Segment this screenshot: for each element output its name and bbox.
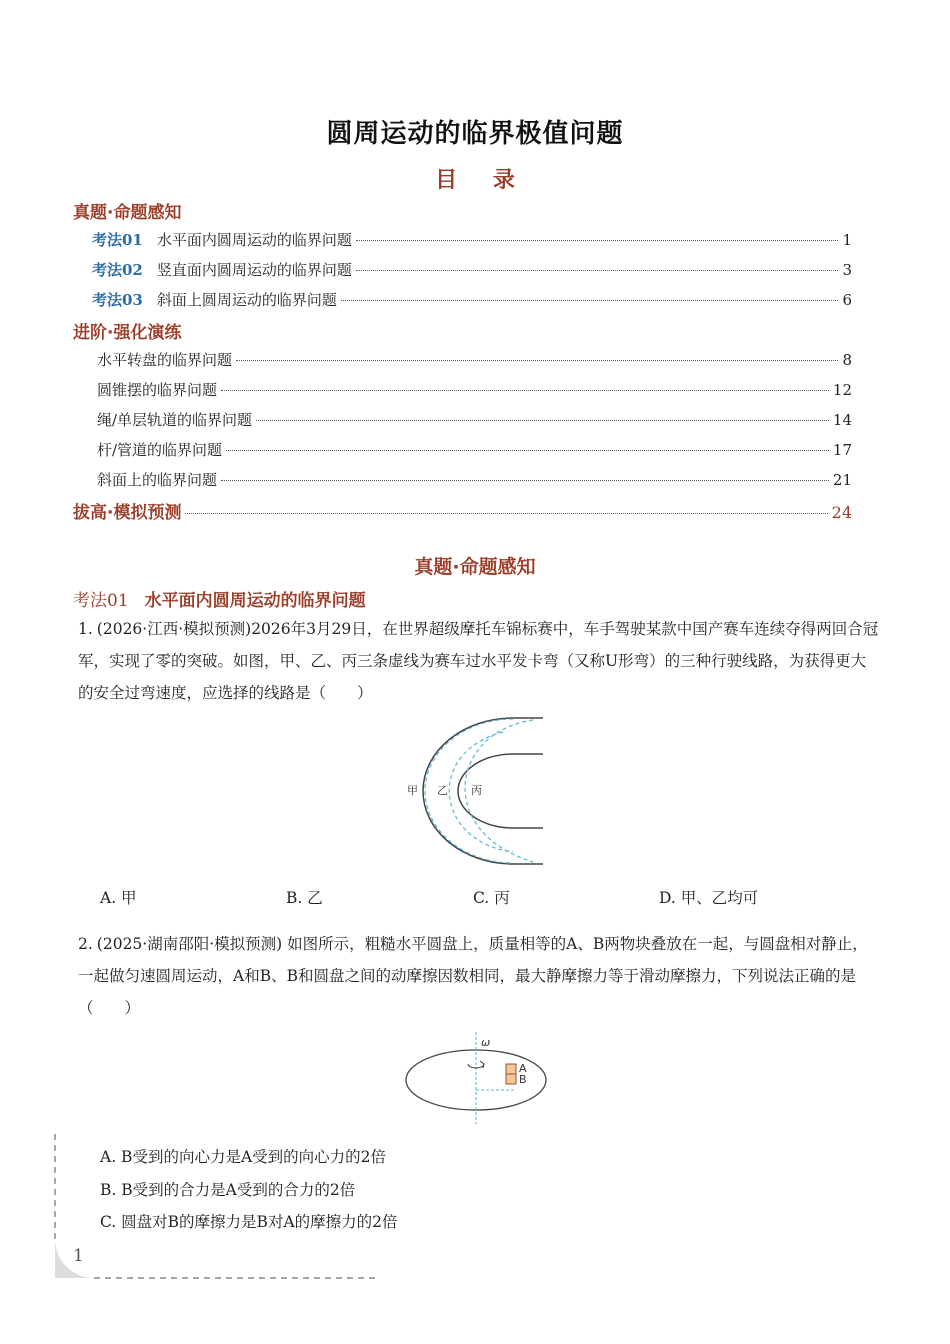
- toc-leader: [356, 270, 839, 271]
- method-label: 水平面内圆周运动的临界问题: [144, 591, 366, 611]
- toc-item-label: 水平转盘的临界问题: [97, 351, 233, 369]
- toc-item-page: 6: [842, 291, 852, 309]
- option-b[interactable]: B. 乙: [286, 889, 323, 907]
- toc-item-page: 24: [831, 503, 852, 522]
- question-text: (2026·江西·模拟预测)2026年3月29日，在世界超级摩托车锦标赛中，车手驾驶某款中国产赛车连续夺得两回合冠军，实现了零的突破。如图，甲、乙、丙三条虚线为赛车过水平发卡弯（又称U形弯）的三种行驶线路，为获得更大的安全过弯速度，应选择的线路是（ ）: [78, 620, 879, 702]
- toc-item-label: 绳/单层轨道的临界问题: [97, 411, 253, 429]
- toc-item[interactable]: [97, 409, 852, 430]
- method-heading: [73, 586, 366, 611]
- toc-item-key: 考法02: [92, 261, 143, 279]
- option-a[interactable]: A. 甲: [100, 889, 137, 907]
- toc-leader: [236, 360, 838, 361]
- toc-item[interactable]: [97, 379, 852, 400]
- label-yi: 乙: [437, 784, 448, 797]
- toc-item-page: 12: [832, 381, 852, 399]
- toc-leader: [221, 390, 829, 391]
- toc-section-head: 进阶·强化演练: [73, 323, 182, 343]
- toc-item-label: 拔高·模拟预测: [73, 503, 182, 523]
- toc-leader: [341, 300, 839, 301]
- toc-item[interactable]: [92, 229, 852, 250]
- toc-item-key: 考法01: [92, 231, 143, 249]
- toc-leader: [226, 450, 829, 451]
- toc-item[interactable]: [73, 498, 852, 523]
- toc-item-label: 竖直面内圆周运动的临界问题: [156, 261, 352, 279]
- toc-leader: [185, 513, 827, 514]
- option-c[interactable]: C. 圆盘对B的摩擦力是B对A的摩擦力的2倍: [100, 1213, 398, 1231]
- toc-leader: [256, 420, 829, 421]
- toc-item[interactable]: [97, 469, 852, 490]
- label-a: A: [519, 1062, 527, 1075]
- label-jia: 甲: [407, 784, 418, 797]
- toc-item[interactable]: [92, 259, 852, 280]
- toc-item-label: 杆/管道的临界问题: [97, 441, 223, 459]
- toc-item-page: 17: [832, 441, 852, 459]
- question-number: 1.: [78, 620, 93, 638]
- page-number: 1: [73, 1246, 84, 1266]
- toc-item-page: 21: [832, 471, 852, 489]
- option-c[interactable]: C. 丙: [473, 889, 510, 907]
- question-text: (2025·湖南邵阳·模拟预测) 如图所示，粗糙水平圆盘上，质量相等的A、B两物块叠放在一起，与圆盘相对静止，一起做匀速圆周运动，A和B、B和圆盘之间的动摩擦因数相同，最大静摩擦力等于滑动摩擦力，下列说法正确的是（ ）: [78, 935, 868, 1017]
- rotating-disk-figure: [402, 1030, 552, 1128]
- toc-item-page: 3: [842, 261, 852, 279]
- toc-leader: [221, 480, 829, 481]
- option-b[interactable]: B. B受到的合力是A受到的合力的2倍: [100, 1181, 356, 1199]
- question-1: [78, 613, 880, 709]
- label-bing: 丙: [471, 784, 482, 797]
- toc-item-label: 斜面上的临界问题: [97, 471, 218, 489]
- label-b: B: [519, 1073, 527, 1086]
- toc-item-page: 8: [842, 351, 852, 369]
- toc-item[interactable]: [97, 439, 852, 460]
- toc-item-label: 水平面内圆周运动的临界问题: [156, 231, 352, 249]
- question-number: 2.: [78, 935, 93, 953]
- toc-leader: [356, 240, 839, 241]
- label-omega: ω: [481, 1036, 491, 1049]
- toc-item-page: 1: [842, 231, 852, 249]
- toc-item-label: 圆锥摆的临界问题: [97, 381, 218, 399]
- page-corner-decoration: [50, 1130, 390, 1282]
- option-d[interactable]: D. 甲、乙均可: [659, 889, 759, 907]
- toc-item[interactable]: [97, 349, 852, 370]
- toc-item-page: 14: [832, 411, 852, 429]
- method-key: 考法01: [73, 591, 129, 611]
- option-a[interactable]: A. B受到的向心力是A受到的向心力的2倍: [100, 1148, 386, 1166]
- u-turn-figure: [395, 712, 555, 870]
- toc-item[interactable]: [92, 289, 852, 310]
- toc-heading: 目 录: [435, 168, 529, 193]
- toc-item-label: 斜面上圆周运动的临界问题: [156, 291, 337, 309]
- section-heading: 真题·命题感知: [414, 556, 536, 578]
- toc-section-head: 真题·命题感知: [73, 203, 182, 223]
- toc-item-key: 考法03: [92, 291, 143, 309]
- document-title: 圆周运动的临界极值问题: [326, 119, 624, 149]
- question-2: [78, 928, 880, 1024]
